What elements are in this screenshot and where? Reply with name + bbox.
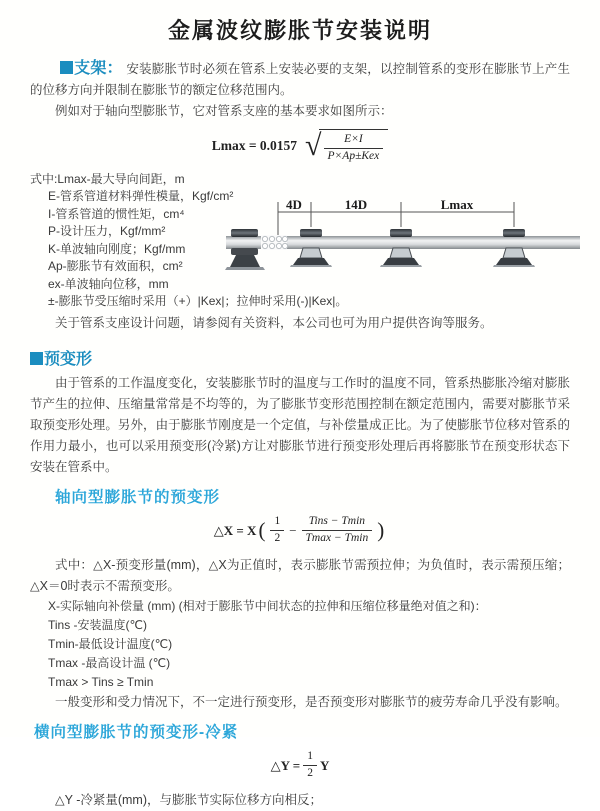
preform-section-title: 预变形 <box>44 350 93 368</box>
sqrt-radical <box>305 129 388 164</box>
half-numerator: 1 <box>270 515 284 531</box>
temperature-denominator: Tmax − Tmin <box>305 532 369 545</box>
lmax-fraction-numerator: E×I <box>324 133 384 149</box>
close-paren: ) <box>377 518 385 543</box>
lateral-formula-rhs: Y <box>319 757 330 773</box>
lateral-formula-lhs: △Y = <box>270 757 301 773</box>
def-line: Tmax -最高设计温 (℃) <box>48 655 171 670</box>
support-section-title: 支架： <box>74 60 123 77</box>
support-definitions-block <box>30 171 570 311</box>
support-intro-paragraph <box>30 58 570 101</box>
preform-body-paragraph: 由于管系的工作温度变化，安装膨胀节时的温度与工作时的温度不同，管系热膨胀冷缩对膨胀节产生的拉伸、压缩量常常是不均等的，为了膨胀节变形范围控制在额定范围内，需要对膨胀节采取预变形处理。另外，由于膨胀节刚度是一个定值，与补偿量成正比。为了使膨胀节位移对管系的作用力最小，也可以采用预变形(冷紧)方让对膨胀节进行预变形处理后再将膨胀节在预变形状态下安装在管系中。 <box>30 375 570 474</box>
def-line: Tins -安装温度(℃) <box>48 617 148 632</box>
lateral-formula <box>30 749 570 783</box>
dim-label-4d: 4D <box>286 196 302 212</box>
support-example-line: 例如对于轴向型膨胀节，它对管系支座的基本要求如图所示： <box>55 104 393 118</box>
page-title: 金属波纹膨胀节安装说明 <box>167 18 432 43</box>
def-line: P-设计压力，Kgf/mm² <box>48 224 166 239</box>
bellows <box>261 235 288 250</box>
def-line: I-管系管道的惯性矩，cm⁴ <box>48 206 185 221</box>
axial-subsection-heading: 轴向型膨胀节的预变形 <box>55 488 221 506</box>
lateral-half-denominator: 2 <box>307 767 313 780</box>
lateral-note-line: △Y -冷紧量(mm)，与膨胀节实际位移方向相反； <box>55 792 323 807</box>
axial-definitions-list <box>30 597 570 692</box>
lmax-fraction <box>324 133 384 164</box>
dim-label-lmax: Lmax <box>440 196 474 212</box>
half-fraction <box>270 515 284 546</box>
axial-explain-paragraph: 式中：△X-预变形量(mm)，△X为正值时，表示膨胀节需预拉伸；为负值时，表示需预压缩；△X＝0时表示不需预变形。 <box>30 557 570 593</box>
section-bullet-icon <box>30 352 43 365</box>
dim-label-14d: 14D <box>344 196 368 212</box>
pipe-support-diagram <box>224 197 582 293</box>
def-line: ±-膨胀节受压缩时采用（+）|Kex|；拉伸时采用(-)|Kex|。 <box>48 294 348 309</box>
axial-formula <box>30 514 570 548</box>
axial-formula-lhs: △X = X <box>213 522 257 538</box>
minus-operator: − <box>289 522 297 538</box>
def-line: 式中:Lmax-最大导向间距，m <box>30 171 185 186</box>
half-denominator: 2 <box>274 532 281 545</box>
lateral-subsection-heading: 横向型膨胀节的预变形-冷紧 <box>34 723 239 741</box>
temperature-fraction <box>302 515 373 546</box>
sqrt-glyph-icon: √ <box>305 129 322 163</box>
support-intro-text: 安装膨胀节时必须在管系上安装必要的支架，以控制管系的变形在膨胀节上产生的位移方向并限制在膨胀节的额定位移范围内。 <box>30 62 570 97</box>
def-line: K-单波轴向刚度；Kgf/mm <box>48 241 186 256</box>
def-line: E-管系管道材料弹性模量，Kgf/cm² <box>48 189 234 204</box>
def-line: Ap-膨胀节有效面积，cm² <box>48 259 183 274</box>
def-line: Tmax > Tins ≥ Tmin <box>48 674 154 689</box>
def-line: X-实际轴向补偿量 (mm) (相对于膨胀节中间状态的拉伸和压缩位移量绝对值之和)： <box>48 598 487 613</box>
lmax-formula-lhs: Lmax = 0.0157 <box>211 138 298 154</box>
lateral-half-numerator: 1 <box>303 750 317 766</box>
axial-note-line: 一般变形和受力情况下，不一定进行预变形，是否预变形对膨胀节的疲劳寿命几乎没有影响。 <box>55 694 568 709</box>
support-note-line: 关于管系支座设计问题，请参阅有关资料，本公司也可为用户提供咨询等服务。 <box>55 315 493 330</box>
lmax-formula <box>30 129 570 164</box>
lateral-half-fraction <box>303 750 317 781</box>
temperature-numerator: Tins − Tmin <box>302 515 373 531</box>
sqrt-content <box>319 129 389 164</box>
def-line: ex-单波轴向位移，mm <box>48 276 169 291</box>
def-line: Tmin-最低设计温度(℃) <box>48 636 173 651</box>
open-paren: ( <box>258 518 266 543</box>
preform-section-heading <box>30 346 570 369</box>
section-bullet-icon <box>60 61 73 74</box>
anchor-support <box>225 229 265 270</box>
lmax-fraction-denominator: P×Ap±Kex <box>327 149 380 162</box>
